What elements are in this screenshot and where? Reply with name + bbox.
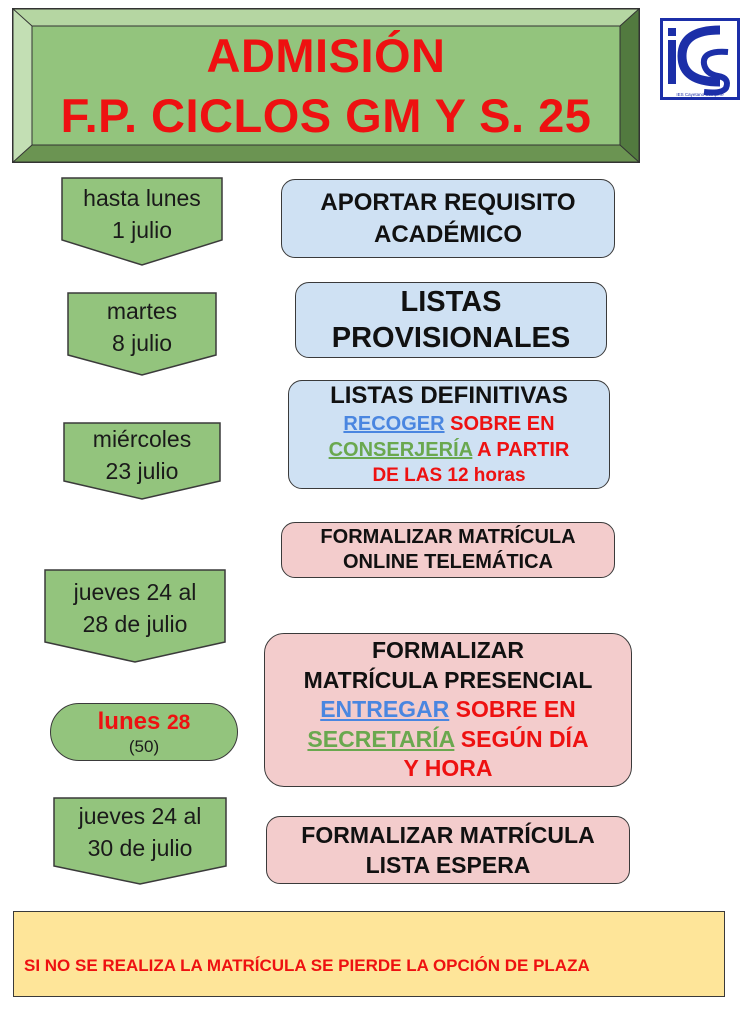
box-listas-provisionales <box>295 282 607 358</box>
date-arrow-3 <box>64 423 220 499</box>
ies-logo-icon <box>660 18 740 100</box>
footer-text: SI NO SE REALIZA LA MATRÍCULA SE PIERDE LA OPCIÓN DE PLAZA <box>24 956 590 975</box>
date-arrow-1 <box>62 178 222 265</box>
pill-main-number: 28 <box>167 710 191 734</box>
box-3-heading: LISTAS DEFINITIVAS <box>330 381 568 409</box>
box-5-line-1: FORMALIZAR <box>371 637 525 664</box>
box-lista-espera <box>266 816 630 884</box>
date-pill-lunes <box>50 703 238 761</box>
box-6-line-1: FORMALIZAR MATRÍCULA <box>301 822 595 848</box>
date-1-line-1: hasta lunes <box>83 185 201 211</box>
date-1-line-2: 1 julio <box>111 217 173 243</box>
box-listas-definitivas <box>288 380 610 489</box>
box-6-line-2: LISTA ESPERA <box>365 852 531 878</box>
box-5-line-2: MATRÍCULA PRESENCIAL <box>303 666 593 693</box>
date-4-line-2: 28 de julio <box>82 611 188 637</box>
box-3-rest-1: SOBRE EN <box>444 412 555 435</box>
logo-caption: IES Cayetano Sempere <box>676 92 724 97</box>
date-3-line-1: miércoles <box>92 426 192 452</box>
box-3-rest-2: A PARTIR <box>472 438 570 461</box>
box-3-line-2 <box>343 411 554 437</box>
box-4-line-2: ONLINE TELEMÁTICA <box>343 551 553 573</box>
date-5-line-2: 30 de julio <box>87 835 193 861</box>
box-1-line-1: APORTAR REQUISITO <box>320 188 576 216</box>
pill-main-word: lunes <box>97 707 161 735</box>
box-3-line-4: DE LAS 12 horas <box>372 464 526 486</box>
box-5-link-secretaria: SECRETARÍA <box>307 725 455 752</box>
box-matricula-online <box>281 522 615 578</box>
title-line-2: F.P. CICLOS GM Y S. 25 <box>60 88 592 142</box>
footer-warning <box>13 911 725 997</box>
box-2-line-1: LISTAS <box>400 286 502 318</box>
box-4-line-1: FORMALIZAR MATRÍCULA <box>320 526 576 548</box>
date-3-line-2: 23 julio <box>105 458 179 484</box>
box-2-line-2: PROVISIONALES <box>331 322 571 354</box>
title-line-1: ADMISIÓN <box>206 28 446 82</box>
box-5-rest-1: SOBRE EN <box>449 696 576 723</box>
date-4-line-1: jueves 24 al <box>73 579 197 605</box>
box-3-link-conserjeria: CONSERJERÍA <box>328 438 473 461</box>
date-2-line-1: martes <box>106 298 178 324</box>
box-5-rest-2: SEGÚN DÍA <box>454 725 589 752</box>
box-5-link-entregar: ENTREGAR <box>320 696 450 723</box>
box-3-line-3 <box>329 437 570 463</box>
box-5-line-4 <box>307 725 588 755</box>
page-title <box>12 8 640 163</box>
box-3-link-recoger: RECOGER <box>343 412 445 435</box>
box-5-line-5: Y HORA <box>403 755 493 782</box>
date-arrow-5 <box>54 798 226 884</box>
date-arrow-4 <box>45 570 225 662</box>
box-5-line-3 <box>320 695 576 725</box>
box-1-line-2: ACADÉMICO <box>374 220 522 248</box>
date-5-line-1: jueves 24 al <box>78 803 202 829</box>
box-aportar-requisito <box>281 179 615 258</box>
pill-sub: (50) <box>128 736 160 756</box>
date-arrow-2 <box>68 293 216 375</box>
date-2-line-2: 8 julio <box>111 330 173 356</box>
box-matricula-presencial <box>264 633 632 787</box>
